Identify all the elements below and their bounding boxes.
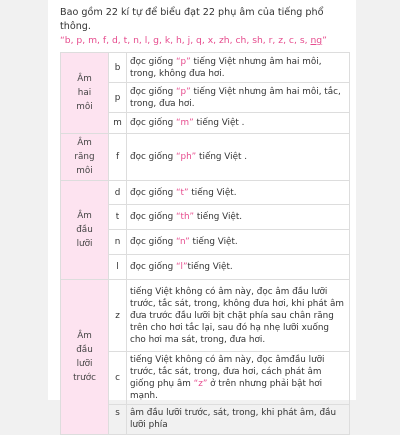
consonant-letter: b (109, 53, 127, 83)
group-am-dau-luoi: Âm đầu lưỡi (61, 181, 109, 280)
group-am-hai-moi: Âm hai môi (61, 53, 109, 134)
consonant-letter: c (109, 352, 127, 405)
consonant-description: tiếng Việt không có âm này, đọc âmđầu lưỡi trước, tắc sát, trong, đưa hơi, cách phát âm giống phụ âm “z” ở trên nhưng phải bật hơi mạnh. (127, 352, 350, 405)
consonant-description: đọc giống “p” tiếng Việt nhưng âm hai môi, trong, không đưa hơi. (127, 53, 350, 83)
consonant-table (60, 52, 350, 435)
consonant-list-text: “b, p, m, f, d, t, n, l, g, k, h, j, q, x, zh, ch, sh, r, z, c, s, (60, 35, 311, 46)
consonant-letter: f (109, 134, 127, 181)
consonant-letter: n (109, 230, 127, 255)
consonant-description: đọc giống “p” tiếng Việt nhưng âm hai môi, tắc, trong, đưa hơi. (127, 83, 350, 113)
group-am-rang-moi: Âm răng môi (61, 134, 109, 181)
consonant-letter: l (109, 255, 127, 280)
consonant-list (60, 34, 350, 48)
consonant-list-close: ” (322, 35, 327, 46)
consonant-description: đọc giống “th” tiếng Việt. (127, 205, 350, 230)
consonant-list-last: ng (310, 35, 323, 46)
consonant-letter: p (109, 83, 127, 113)
group-am-dau-luoi-truoc: Âm đầu lưỡi trước (61, 280, 109, 435)
consonant-description: đọc giống “l”tiếng Việt. (127, 255, 350, 280)
consonant-description: đọc giống “n” tiếng Việt. (127, 230, 350, 255)
table-row (61, 181, 350, 205)
consonant-description: đọc giống “ph” tiếng Việt . (127, 134, 350, 181)
consonant-description: âm đầu lưỡi trước, sát, trong, khi phát âm, đầu lưỡi phía (127, 405, 350, 435)
table-row (61, 280, 350, 352)
content-card (48, 0, 356, 430)
consonant-letter: t (109, 205, 127, 230)
consonant-description: tiếng Việt không có âm này, đọc âm đầu lưỡi trước, tắc sát, trong, không đưa hơi, khi phát âm đưa trước đầu lưỡi bịt chặt phía sau chân răng trên cho hơi tắc lại, sau đó hạ nhẹ lưỡi xuống cho hơi ma sát, trong, đưa hơi. (127, 280, 350, 352)
consonant-description: đọc giống “t” tiếng Việt. (127, 181, 350, 205)
table-row (61, 53, 350, 83)
consonant-letter: m (109, 113, 127, 134)
consonant-description: đọc giống “m” tiếng Việt . (127, 113, 350, 134)
consonant-letter: d (109, 181, 127, 205)
consonant-letter: s (109, 405, 127, 435)
consonant-letter: z (109, 280, 127, 352)
intro-paragraph (60, 6, 350, 48)
table-row (61, 134, 350, 181)
intro-line: Bao gồm 22 kí tự để biểu đạt 22 phụ âm của tiếng phổ thông. (60, 7, 324, 32)
